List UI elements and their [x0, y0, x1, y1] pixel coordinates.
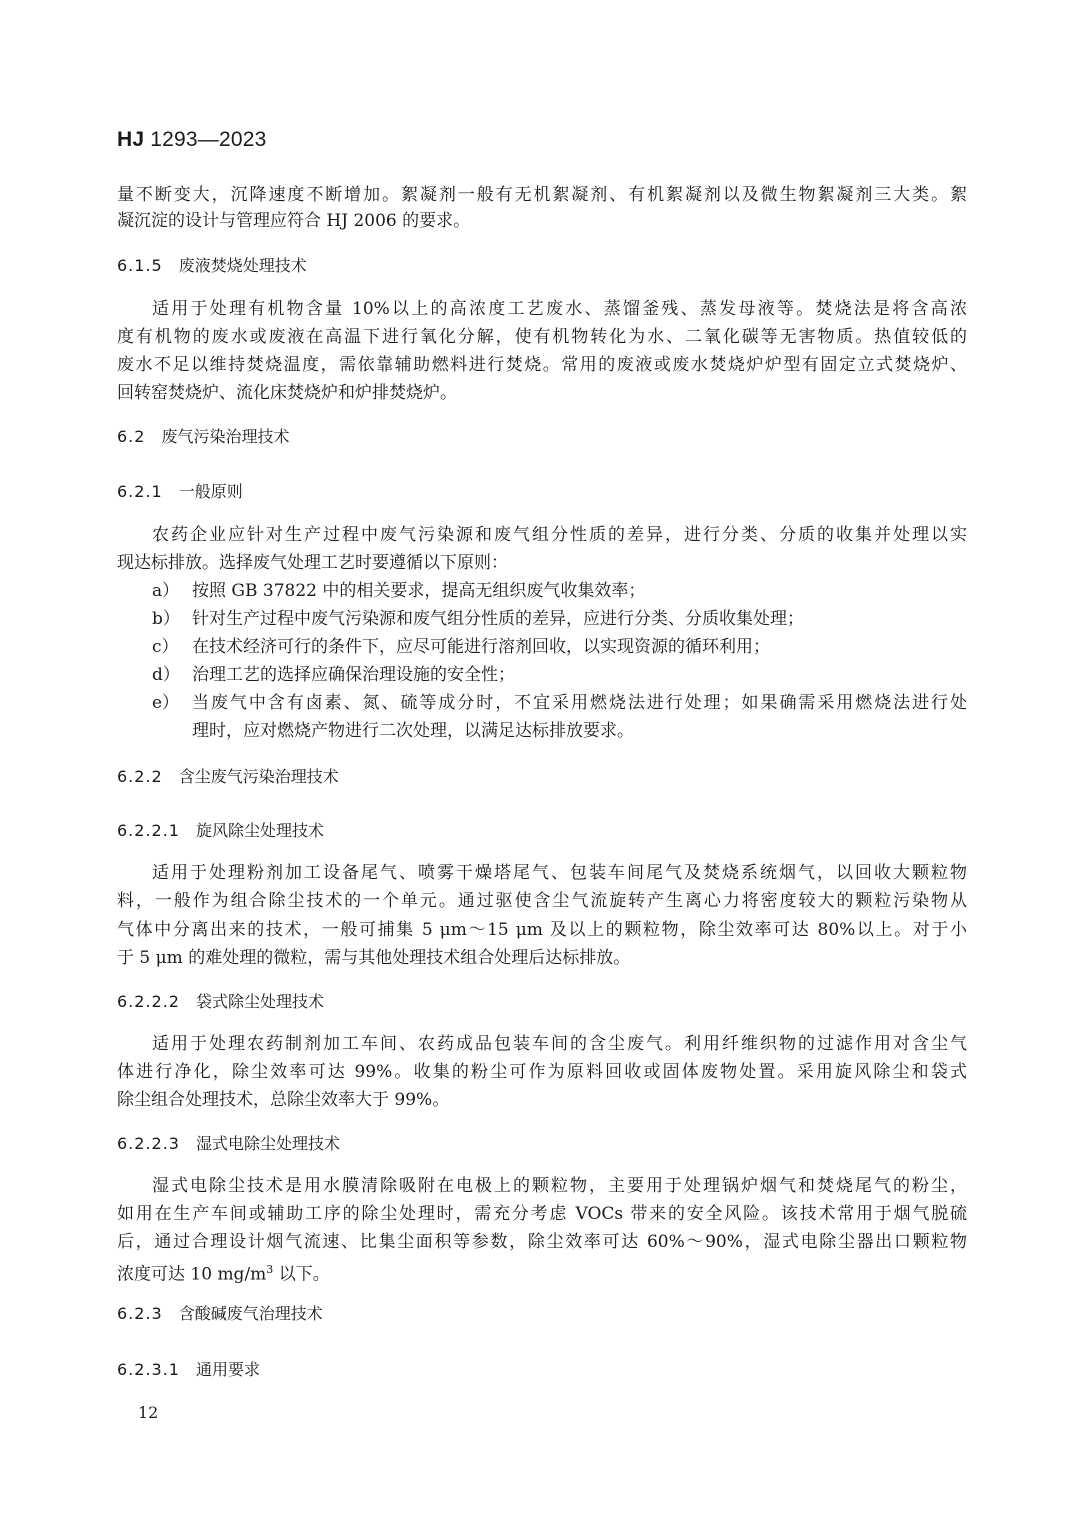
paragraph-line: 回转窑焚烧炉、流化床焚烧炉和炉排焚烧炉。	[117, 383, 457, 403]
paragraph-line: 量不断变大，沉降速度不断增加。絮凝剂一般有无机絮凝剂、有机絮凝剂以及微生物絮凝剂三大类。絮	[117, 185, 967, 205]
paragraph-line: 适用于处理有机物含量 10%以上的高浓度工艺废水、蒸馏釜残、蒸发母液等。焚烧法是将含高浓	[152, 299, 967, 319]
list-marker: a）	[152, 581, 180, 601]
section-heading-6-2: 6.2 废气污染治理技术	[117, 427, 290, 446]
paragraph-line: 农药企业应针对生产过程中废气污染源和废气组分性质的差异，进行分类、分质的收集并处理以实	[152, 525, 967, 545]
paragraph-line: 于 5 μm 的难处理的微粒，需与其他处理技术组合处理后达标排放。	[117, 948, 631, 968]
list-item-text: 按照 GB 37822 中的相关要求，提高无组织废气收集效率；	[192, 581, 646, 601]
paragraph-line: 现达标排放。选择废气处理工艺时要遵循以下原则：	[117, 553, 508, 573]
section-heading-6-1-5: 6.1.5 废液焚烧处理技术	[117, 256, 307, 275]
list-marker: c）	[152, 637, 179, 657]
list-marker: e）	[152, 693, 180, 713]
paragraph-line: 废水不足以维持焚烧温度，需依靠辅助燃料进行焚烧。常用的废液或废水焚烧炉炉型有固定立式焚烧炉、	[117, 355, 967, 375]
section-heading-6-2-3: 6.2.3 含酸碱废气治理技术	[117, 1304, 323, 1323]
page-number: 12	[138, 1403, 159, 1422]
section-heading-6-2-2-2: 6.2.2.2 袋式除尘处理技术	[117, 992, 324, 1011]
section-heading-6-2-2-1: 6.2.2.1 旋风除尘处理技术	[117, 821, 324, 840]
list-item-text: 治理工艺的选择应确保治理设施的安全性；	[192, 665, 515, 685]
paragraph-line: 浓度可达 10 $mg/m^3$ 以下。	[117, 1263, 330, 1285]
list-item-text: 针对生产过程中废气污染源和废气组分性质的差异，应进行分类、分质收集处理；	[192, 609, 804, 629]
section-heading-6-2-2-3: 6.2.2.3 湿式电除尘处理技术	[117, 1134, 340, 1153]
paragraph-line: 凝沉淀的设计与管理应符合 HJ 2006 的要求。	[117, 211, 471, 231]
standard-code-header: HJ 1293—2023	[117, 128, 267, 151]
section-heading-6-2-2: 6.2.2 含尘废气污染治理技术	[117, 767, 339, 786]
list-item-text: 在技术经济可行的条件下，应尽可能进行溶剂回收，以实现资源的循环利用；	[192, 637, 770, 657]
paragraph-line: 后，通过合理设计烟气流速、比集尘面积等参数，除尘效率可达 60%～90%，湿式电除尘器出口颗粒物	[117, 1232, 967, 1252]
paragraph-line: 如用在生产车间或辅助工序的除尘处理时，需充分考虑 VOCs 带来的安全风险。该技术常用于烟气脱硫	[117, 1204, 967, 1224]
paragraph-line: 度有机物的废水或废液在高温下进行氧化分解，使有机物转化为水、二氧化碳等无害物质。热值较低的	[117, 327, 967, 347]
paragraph-line: 适用于处理粉剂加工设备尾气、喷雾干燥塔尾气、包装车间尾气及焚烧系统烟气，以回收大颗粒物	[152, 863, 967, 883]
list-item-text: 当废气中含有卤素、氮、硫等成分时，不宜采用燃烧法进行处理；如果确需采用燃烧法进行处	[192, 693, 967, 713]
section-heading-6-2-1: 6.2.1 一般原则	[117, 482, 243, 501]
paragraph-line: 料，一般作为组合除尘技术的一个单元。通过驱使含尘气流旋转产生离心力将密度较大的颗粒污染物从	[117, 891, 967, 911]
list-marker: b）	[152, 609, 180, 629]
list-item-text: 理时，应对燃烧产物进行二次处理，以满足达标排放要求。	[192, 721, 634, 741]
paragraph-line: 湿式电除尘技术是用水膜清除吸附在电极上的颗粒物，主要用于处理锅炉烟气和焚烧尾气的粉尘，	[152, 1176, 967, 1196]
list-marker: d）	[152, 665, 180, 685]
section-heading-6-2-3-1: 6.2.3.1 通用要求	[117, 1360, 260, 1379]
paragraph-line: 除尘组合处理技术，总除尘效率大于 99%。	[117, 1090, 450, 1110]
paragraph-line: 气体中分离出来的技术，一般可捕集 5 μm～15 μm 及以上的颗粒物，除尘效率可达 80%以上。对于小	[117, 920, 967, 940]
paragraph-line: 体进行净化，除尘效率可达 99%。收集的粉尘可作为原料回收或固体废物处置。采用旋风除尘和袋式	[117, 1062, 967, 1082]
paragraph-line: 适用于处理农药制剂加工车间、农药成品包装车间的含尘废气。利用纤维织物的过滤作用对含尘气	[152, 1034, 967, 1054]
